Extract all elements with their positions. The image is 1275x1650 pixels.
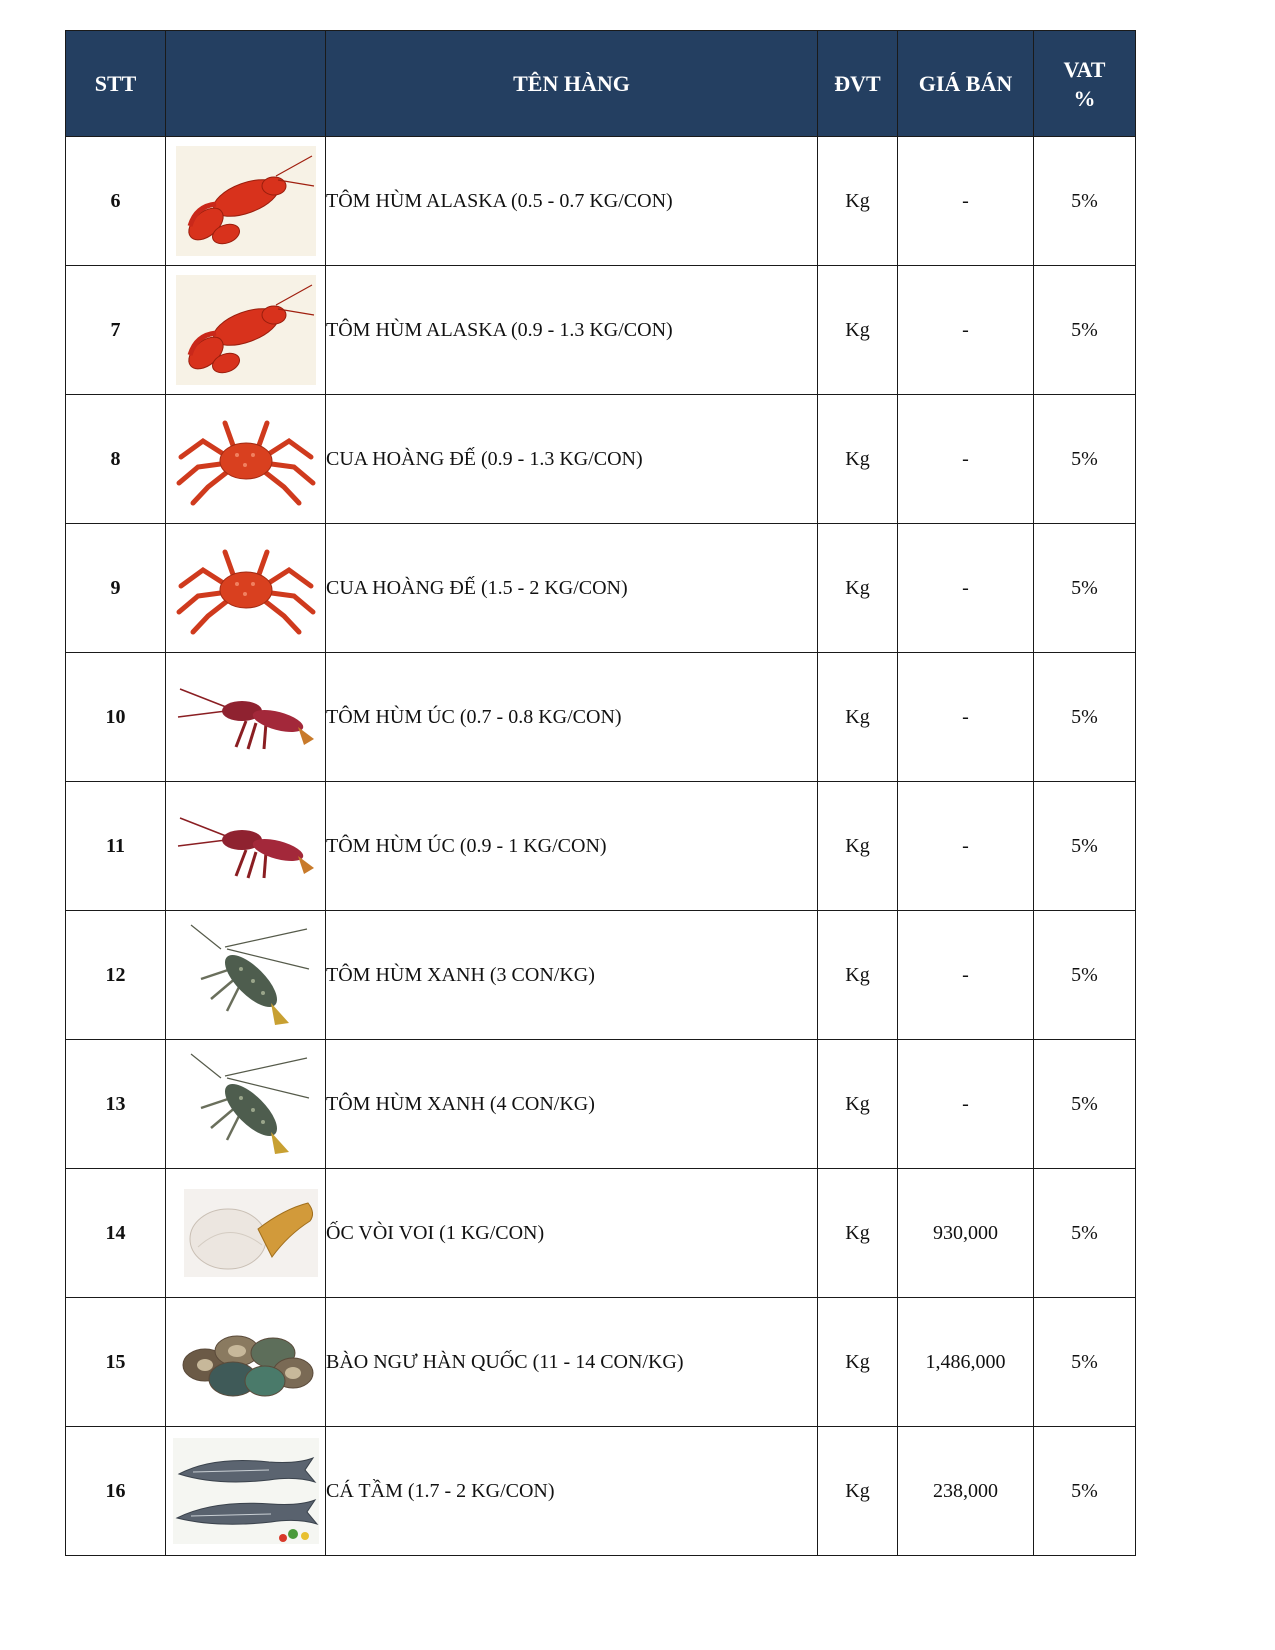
header-vat-text: VAT % [1063,56,1106,111]
row-image [166,1298,326,1427]
header-image [166,31,326,137]
table-row [66,782,1136,911]
row-stt: 11 [66,782,166,911]
row-vat: 5% [1034,911,1136,1040]
header-unit: ĐVT [818,31,898,137]
row-image [166,1427,326,1556]
row-name: TÔM HÙM ÚC (0.7 - 0.8 KG/CON) [326,653,818,782]
row-vat: 5% [1034,782,1136,911]
row-price: - [898,137,1034,266]
row-price: 1,486,000 [898,1298,1034,1427]
green-lobster-photo-icon [181,919,311,1031]
header-name: TÊN HÀNG [326,31,818,137]
header-price: GIÁ BÁN [898,31,1034,137]
row-unit: Kg [818,395,898,524]
row-unit: Kg [818,1169,898,1298]
row-image [166,266,326,395]
table-row [66,266,1136,395]
row-stt: 10 [66,653,166,782]
row-unit: Kg [818,266,898,395]
row-image [166,1169,326,1298]
row-vat: 5% [1034,653,1136,782]
table-body [66,137,1136,1556]
row-name: CUA HOÀNG ĐẾ (0.9 - 1.3 KG/CON) [326,395,818,524]
red-lobster-photo-icon [176,146,316,256]
row-image [166,1040,326,1169]
geoduck-photo-icon [184,1189,318,1277]
row-stt: 15 [66,1298,166,1427]
king-crab-photo-icon [173,540,319,636]
row-stt: 16 [66,1427,166,1556]
row-name: TÔM HÙM ALASKA (0.9 - 1.3 KG/CON) [326,266,818,395]
king-crab-photo-icon [173,411,319,507]
table-row [66,1298,1136,1427]
table-row [66,395,1136,524]
green-lobster-photo-icon [181,1048,311,1160]
row-vat: 5% [1034,1169,1136,1298]
table-header [66,31,1136,137]
row-unit: Kg [818,1427,898,1556]
row-vat: 5% [1034,1427,1136,1556]
row-image [166,911,326,1040]
row-vat: 5% [1034,524,1136,653]
row-unit: Kg [818,1298,898,1427]
row-image [166,395,326,524]
table-row [66,1169,1136,1298]
row-price: 238,000 [898,1427,1034,1556]
row-vat: 5% [1034,266,1136,395]
row-price: - [898,911,1034,1040]
row-image [166,653,326,782]
row-vat: 5% [1034,1298,1136,1427]
row-name: TÔM HÙM ÚC (0.9 - 1 KG/CON) [326,782,818,911]
row-price: - [898,266,1034,395]
row-image [166,782,326,911]
row-unit: Kg [818,1040,898,1169]
row-name: TÔM HÙM XANH (3 CON/KG) [326,911,818,1040]
row-name: TÔM HÙM XANH (4 CON/KG) [326,1040,818,1169]
row-image [166,137,326,266]
row-stt: 6 [66,137,166,266]
row-name: CUA HOÀNG ĐẾ (1.5 - 2 KG/CON) [326,524,818,653]
australian-lobster-photo-icon [176,677,316,757]
table-row [66,524,1136,653]
sturgeon-photo-icon [173,1438,319,1544]
header-vat [1034,31,1136,137]
row-price: - [898,1040,1034,1169]
table-row [66,653,1136,782]
row-vat: 5% [1034,395,1136,524]
row-vat: 5% [1034,137,1136,266]
row-unit: Kg [818,782,898,911]
table-row [66,1040,1136,1169]
australian-lobster-photo-icon [176,806,316,886]
price-table [65,30,1136,1556]
header-stt: STT [66,31,166,137]
red-lobster-photo-icon [176,275,316,385]
row-unit: Kg [818,653,898,782]
row-name: TÔM HÙM ALASKA (0.5 - 0.7 KG/CON) [326,137,818,266]
row-image [166,524,326,653]
row-unit: Kg [818,524,898,653]
row-stt: 9 [66,524,166,653]
abalone-photo-icon [175,1321,317,1403]
row-stt: 12 [66,911,166,1040]
row-name: CÁ TẦM (1.7 - 2 KG/CON) [326,1427,818,1556]
row-price: - [898,782,1034,911]
row-stt: 7 [66,266,166,395]
row-stt: 13 [66,1040,166,1169]
row-price: 930,000 [898,1169,1034,1298]
row-vat: 5% [1034,1040,1136,1169]
row-stt: 8 [66,395,166,524]
header-row [66,31,1136,137]
row-price: - [898,524,1034,653]
table-row [66,1427,1136,1556]
table-row [66,137,1136,266]
row-price: - [898,395,1034,524]
row-unit: Kg [818,137,898,266]
row-name: ỐC VÒI VOI (1 KG/CON) [326,1169,818,1298]
row-unit: Kg [818,911,898,1040]
row-stt: 14 [66,1169,166,1298]
table-row [66,911,1136,1040]
row-name: BÀO NGƯ HÀN QUỐC (11 - 14 CON/KG) [326,1298,818,1427]
row-price: - [898,653,1034,782]
